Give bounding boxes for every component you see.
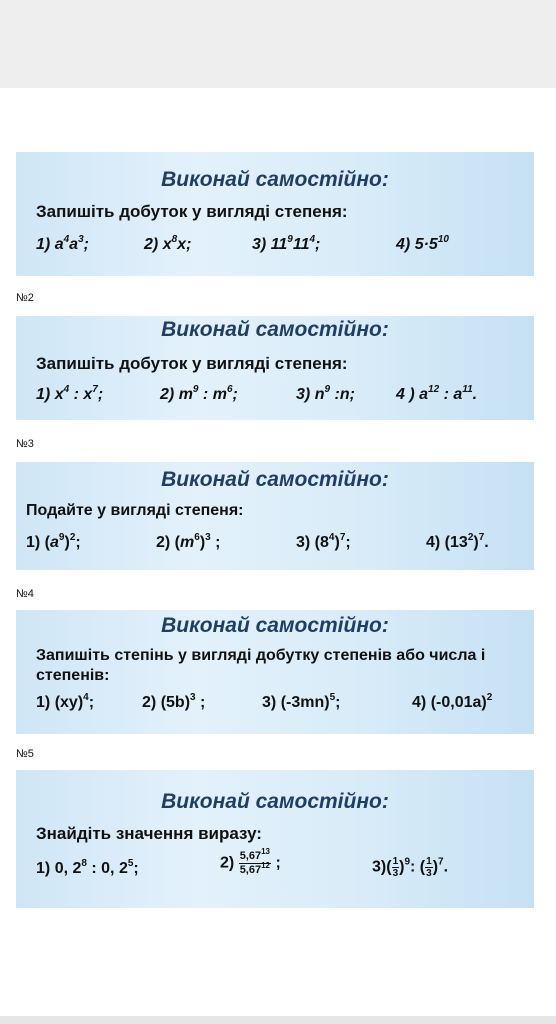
card-subtitle: Знайдіть значення виразу: — [36, 824, 262, 843]
task-card-3 — [16, 462, 534, 570]
card-title: Виконай самостійно: — [161, 614, 389, 637]
exercise-1: 1) 0, $2^8$ : 0, $2^5$; — [36, 858, 139, 877]
exercise-4: 4) $(-0,01a)^2$ — [412, 692, 493, 711]
card-title: Виконай самостійно: — [161, 318, 389, 341]
card-title: Виконай самостійно: — [161, 468, 389, 491]
task-card-4 — [16, 610, 534, 734]
exercise-4: 4 ) $a^{12}$ : $a^{11}$. — [396, 384, 478, 403]
exercise-2: 2) $\frac{5,67^{13}}{5,67^{12}}$ ; — [220, 847, 281, 876]
exercise-2: 2) $(m^6)^3$ ; — [156, 532, 221, 551]
task-number-3: №3 — [16, 438, 34, 450]
task-number-4: №4 — [16, 588, 34, 600]
card-subtitle: Запишіть добуток у вигляді степеня: — [36, 354, 348, 373]
exercise-3: 3) $(-3mn)^5$; — [262, 692, 341, 711]
task-card-2 — [16, 316, 534, 420]
exercise-3: 3) $(8^4)^7$; — [296, 532, 351, 551]
card-subtitle: Запишіть степінь у вигляді добутку степенів або числа і степенів: — [36, 647, 486, 684]
card-subtitle: Подайте у вигляді степеня: — [26, 502, 244, 519]
exercise-4: 4) $5\cdot 5^{10}$ — [396, 234, 449, 253]
exercise-4: 4) $(13^2)^7$. — [426, 532, 489, 551]
exercise-3: 3)( $\frac{1}{3}$ )$^9$: ( $\frac{1}{3}$ )$^7$. — [372, 856, 449, 879]
app-top-bar — [0, 0, 556, 88]
exercise-1: 1) $a^4a^3$; — [36, 234, 89, 253]
card-subtitle: Запишіть добуток у вигляді степеня: — [36, 202, 348, 221]
exercise-1: 1) $(a^9)^2$; — [26, 532, 81, 551]
fraction: $\frac{5,67^{13}}{5,67^{12}}$ — [239, 847, 271, 876]
task-card-1 — [16, 152, 534, 276]
task-card-5 — [16, 770, 534, 908]
exercise-3: 3) $n^9$ :n; — [296, 384, 355, 403]
exercise-1: 1) (xy)$^4$; — [36, 692, 95, 711]
exercise-2: 2) $m^9$ : $m^6$; — [160, 384, 238, 403]
exercise-2: 2) $x^8x$; — [144, 234, 192, 253]
exercise-1: 1) $x^4$ : $x^7$; — [36, 384, 104, 403]
card-title: Виконай самостійно: — [161, 790, 389, 813]
fraction: $\frac{1}{3}$ — [426, 856, 432, 879]
task-number-2: №2 — [16, 292, 34, 304]
bottom-divider — [0, 1016, 556, 1024]
exercise-3: 3) $11^911^4$; — [252, 234, 321, 253]
fraction: $\frac{1}{3}$ — [392, 856, 399, 879]
card-title: Виконай самостійно: — [161, 168, 389, 191]
task-number-5: №5 — [16, 748, 34, 760]
exercise-2: 2) $(5b)^3$ ; — [142, 692, 206, 711]
